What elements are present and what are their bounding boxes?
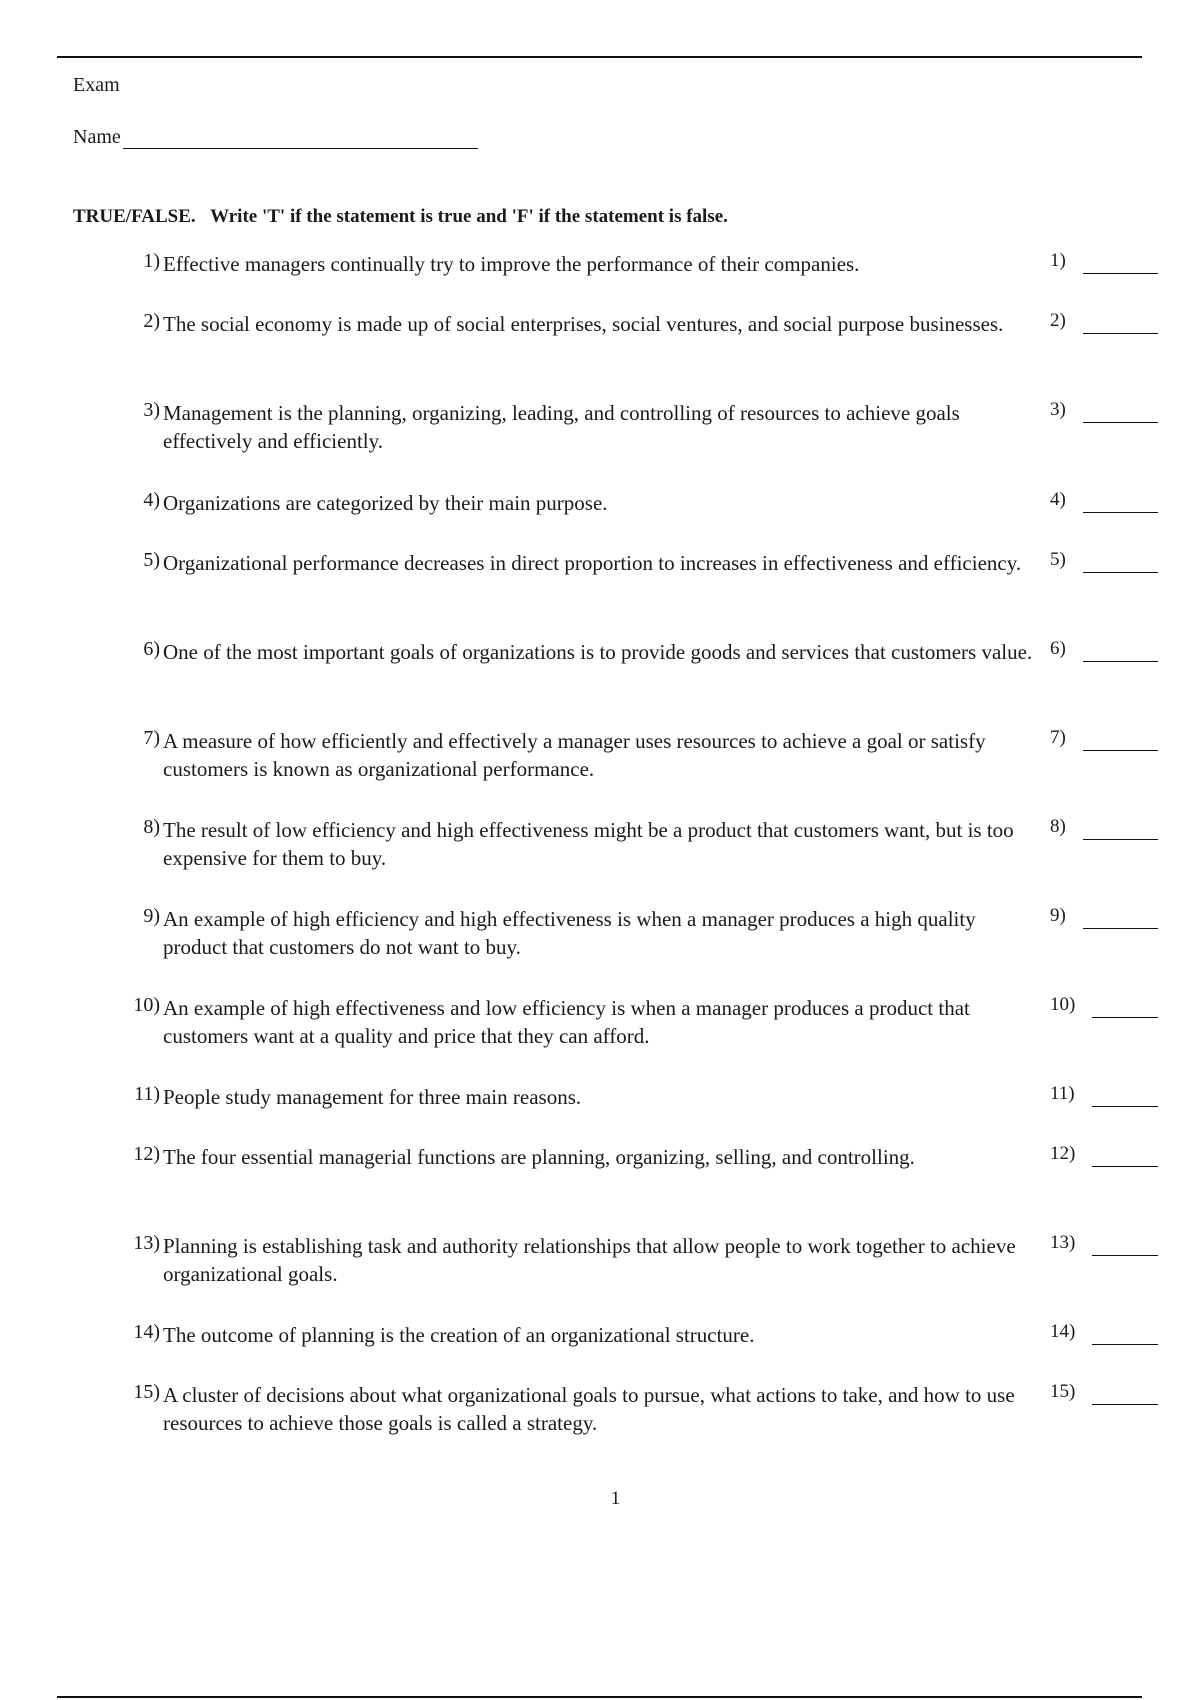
answer-blank[interactable]	[1083, 572, 1158, 573]
top-rule	[57, 56, 1142, 58]
question-text: A cluster of decisions about what organizational goals to pursue, what actions to take, and how to use resources to achieve those goals is called a strategy.	[163, 1383, 1015, 1435]
question-text: One of the most important goals of organizations is to provide goods and services that customers value.	[163, 640, 1033, 664]
answer-number: 12)	[1050, 1143, 1076, 1164]
question-item	[0, 1381, 1200, 1441]
question-number: 15)	[133, 1381, 160, 1403]
question-number: 12)	[133, 1143, 160, 1165]
section-instructions	[73, 206, 728, 228]
question-text: The social economy is made up of social enterprises, social ventures, and social purpose businesses.	[163, 312, 1004, 336]
name-label: Name	[73, 126, 121, 148]
question-number: 9)	[143, 905, 160, 927]
answer-blank[interactable]	[1083, 839, 1158, 840]
question-item	[0, 1321, 1200, 1381]
answer-blank[interactable]	[1083, 512, 1158, 513]
name-field-row	[73, 126, 478, 149]
question-number: 10)	[133, 994, 160, 1016]
question-text: An example of high efficiency and high effectiveness is when a manager produces a high quality product that customers do not want to buy.	[163, 907, 976, 959]
answer-number: 1)	[1050, 250, 1066, 271]
question-text: The result of low efficiency and high effectiveness might be a product that customers want, but is too expensive for them to buy.	[163, 818, 1014, 870]
question-number: 8)	[143, 816, 160, 838]
question-item	[0, 816, 1200, 876]
answer-number: 6)	[1050, 638, 1066, 659]
answer-blank[interactable]	[1092, 1166, 1158, 1167]
question-text: The four essential managerial functions are planning, organizing, selling, and controlling.	[163, 1145, 915, 1169]
question-number: 5)	[143, 549, 160, 571]
question-text: A measure of how efficiently and effectively a manager uses resources to achieve a goal or satisfy customers is known as organizational performance.	[163, 729, 986, 781]
question-item	[0, 638, 1200, 698]
question-number: 13)	[133, 1232, 160, 1254]
question-text: Planning is establishing task and authority relationships that allow people to work together to achieve organizational goals.	[163, 1234, 1016, 1286]
answer-blank[interactable]	[1092, 1106, 1158, 1107]
question-text: An example of high effectiveness and low efficiency is when a manager produces a product that customers want at a quality and price that they can afford.	[163, 996, 970, 1048]
answer-blank[interactable]	[1083, 273, 1158, 274]
answer-blank[interactable]	[1083, 333, 1158, 334]
question-text: Organizations are categorized by their main purpose.	[163, 491, 608, 515]
question-number: 1)	[143, 250, 160, 272]
question-number: 4)	[143, 489, 160, 511]
question-text: Management is the planning, organizing, leading, and controlling of resources to achieve goals effectively and efficiently.	[163, 401, 960, 453]
question-item	[0, 1143, 1200, 1203]
section-type-label: TRUE/FALSE.	[73, 206, 196, 227]
exam-label: Exam	[73, 74, 120, 96]
answer-number: 10)	[1050, 994, 1076, 1015]
question-text: People study management for three main reasons.	[163, 1085, 582, 1109]
answer-number: 13)	[1050, 1232, 1076, 1253]
answer-number: 2)	[1050, 310, 1066, 331]
question-item	[0, 905, 1200, 965]
question-item	[0, 310, 1200, 370]
answer-number: 15)	[1050, 1381, 1076, 1402]
question-item	[0, 994, 1200, 1054]
page-number: 1	[610, 1488, 621, 1509]
question-item	[0, 727, 1200, 787]
answer-number: 3)	[1050, 399, 1066, 420]
question-item	[0, 1083, 1200, 1143]
answer-number: 14)	[1050, 1321, 1076, 1342]
answer-blank[interactable]	[1092, 1255, 1158, 1256]
question-item	[0, 549, 1200, 609]
answer-blank[interactable]	[1092, 1404, 1158, 1405]
question-item	[0, 399, 1200, 459]
question-number: 7)	[143, 727, 160, 749]
question-number: 6)	[143, 638, 160, 660]
question-text: The outcome of planning is the creation of an organizational structure.	[163, 1323, 755, 1347]
question-number: 14)	[133, 1321, 160, 1343]
name-input-blank[interactable]	[123, 129, 478, 149]
answer-number: 11)	[1050, 1083, 1075, 1104]
answer-number: 9)	[1050, 905, 1066, 926]
answer-number: 4)	[1050, 489, 1066, 510]
question-item	[0, 489, 1200, 549]
answer-blank[interactable]	[1083, 928, 1158, 929]
question-item	[0, 250, 1200, 310]
answer-blank[interactable]	[1083, 661, 1158, 662]
question-number: 3)	[143, 399, 160, 421]
answer-number: 5)	[1050, 549, 1066, 570]
answer-blank[interactable]	[1092, 1017, 1158, 1018]
answer-number: 7)	[1050, 727, 1066, 748]
section-instruction-text: Write 'T' if the statement is true and 'F' if the statement is false.	[210, 206, 728, 227]
question-number: 11)	[134, 1083, 160, 1105]
answer-number: 8)	[1050, 816, 1066, 837]
answer-blank[interactable]	[1083, 750, 1158, 751]
question-number: 2)	[143, 310, 160, 332]
answer-blank[interactable]	[1083, 422, 1158, 423]
question-text: Organizational performance decreases in direct proportion to increases in effectiveness and efficiency.	[163, 551, 1022, 575]
answer-blank[interactable]	[1092, 1344, 1158, 1345]
bottom-rule	[57, 1696, 1142, 1698]
question-item	[0, 1232, 1200, 1292]
question-text: Effective managers continually try to improve the performance of their companies.	[163, 252, 860, 276]
